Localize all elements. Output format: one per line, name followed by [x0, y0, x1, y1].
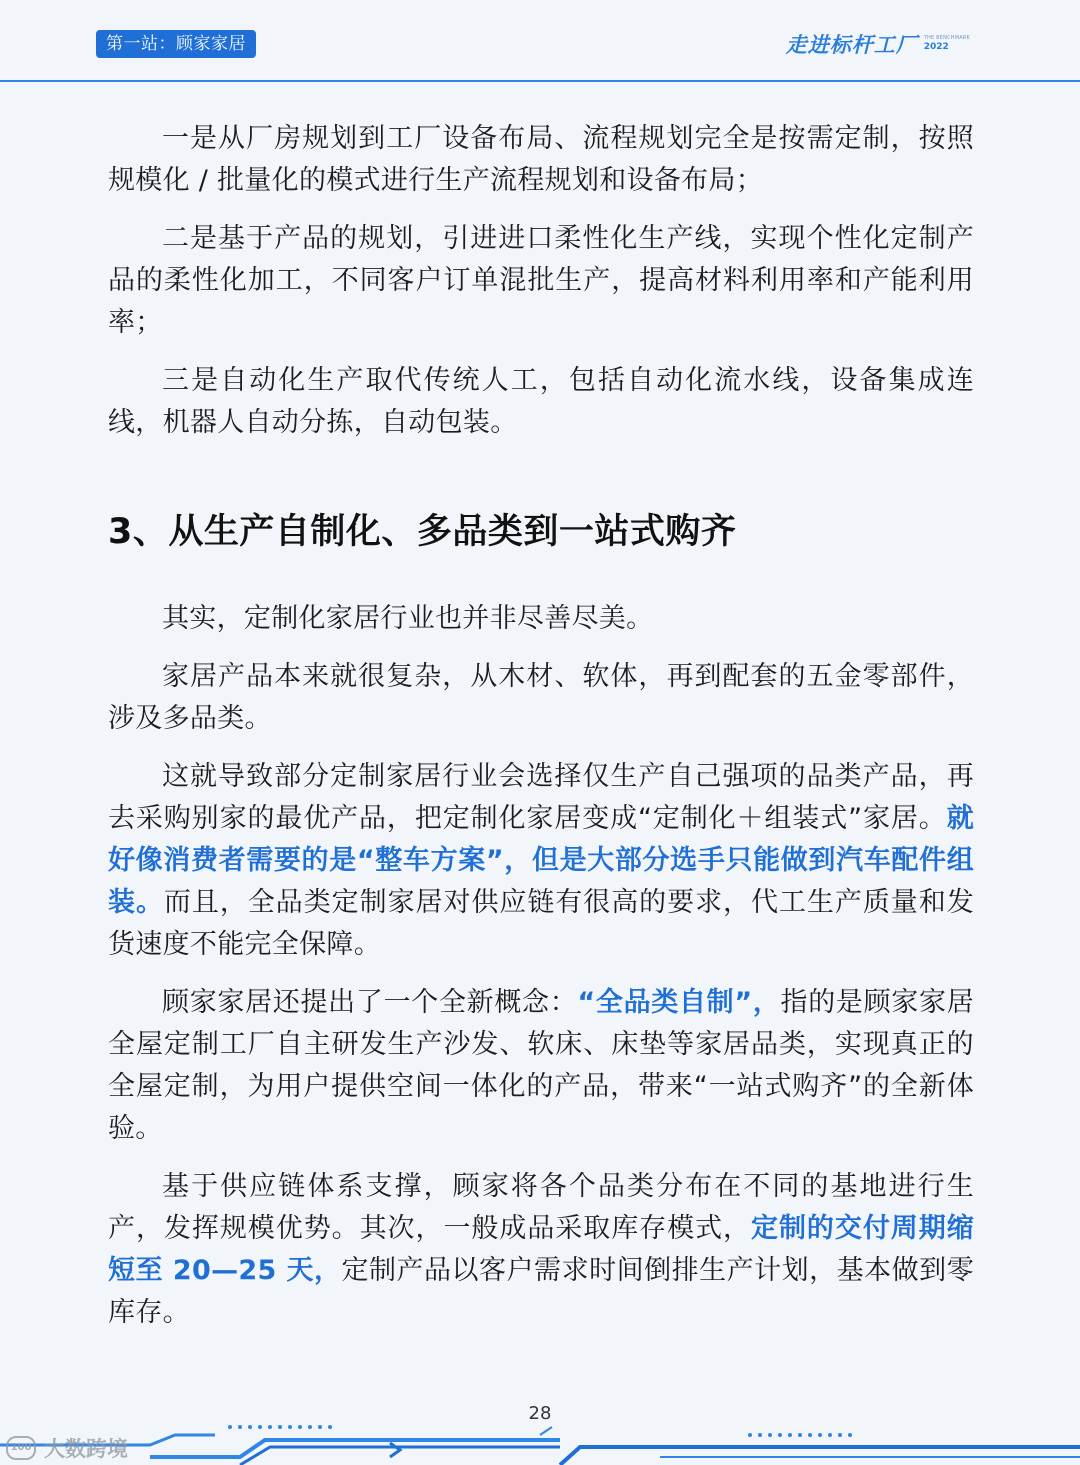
paragraph-8-text-b: 定制产品以客户需求时间倒排生产计划，基本做到零库存。 — [108, 1255, 974, 1328]
paragraph-7 — [108, 982, 974, 1150]
paragraph-2: 二是基于产品的规划，引进进口柔性化生产线，实现个性化定制产品的柔性化加工，不同客户订单混批生产，提高材料利用率和产能利用率； — [108, 223, 974, 338]
article-body — [108, 118, 974, 1350]
section-tag: 第一站：顾家家居 — [96, 30, 256, 58]
paragraph-4: 其实，定制化家居行业也并非尽善尽美。 — [162, 603, 654, 634]
section-heading: 3、从生产自制化、多品类到一站式购齐 — [108, 512, 737, 552]
brand-year: 2022 — [923, 42, 949, 52]
paragraph-1: 一是从厂房规划到工厂设备布局、流程规划完全是按需定制，按照规模化 / 批量化的模式进行生产流程规划和设备布局； — [108, 123, 974, 196]
paragraph-8-highlight: 定制的交付周期缩短至 20—25 天， — [108, 1213, 974, 1286]
brand-logo — [786, 28, 970, 60]
paragraph-7-highlight: “全品类自制”， — [577, 987, 781, 1018]
brand-title: 走进标杆工厂 — [785, 33, 918, 57]
paragraph-6-text-b: 而且，全品类定制家居对供应链有很高的要求，代工生产质量和发货速度不能完全保障。 — [108, 887, 974, 960]
paragraph-7-text-b: 指的是顾家家居全屋定制工厂自主研发生产沙发、软床、床垫等家居品类，实现真正的全屋定制，为用户提供空间一体化的产品，带来“一站式购齐”的全新体验。 — [108, 987, 974, 1144]
watermark-text: 大数跨境 — [44, 1437, 128, 1461]
page-header — [0, 0, 1080, 84]
paragraph-7-text-a: 顾家家居还提出了一个全新概念： — [162, 987, 578, 1018]
paragraph-8 — [108, 1166, 974, 1334]
brand-side — [924, 36, 970, 52]
paragraph-6 — [108, 756, 974, 966]
brand-small-text: THE BENCHMARK — [923, 35, 970, 41]
paragraph-8-text-a: 基于供应链体系支撑，顾家将各个品类分布在不同的基地进行生产，发挥规模优势。其次，一般成品采取库存模式， — [108, 1171, 974, 1244]
page-number: 28 — [528, 1403, 552, 1424]
watermark-logo-icon: 100 — [6, 1436, 36, 1460]
paragraph-5: 家居产品本来就很复杂，从木材、软体，再到配套的五金零部件，涉及多品类。 — [108, 661, 974, 734]
page-footer — [0, 1395, 1080, 1465]
watermark — [6, 1433, 128, 1463]
paragraph-3: 三是自动化生产取代传统人工，包括自动化流水线，设备集成连线，机器人自动分拣，自动包装。 — [108, 365, 974, 438]
paragraph-6-highlight: 就好像消费者需要的是“整车方案”，但是大部分选手只能做到汽车配件组装。 — [108, 803, 974, 918]
paragraph-6-text-a: 这就导致部分定制家居行业会选择仅生产自己强项的品类产品，再去采购别家的最优产品，把定制化家居变成“定制化＋组装式”家居。 — [108, 761, 974, 834]
header-divider — [0, 80, 1080, 82]
